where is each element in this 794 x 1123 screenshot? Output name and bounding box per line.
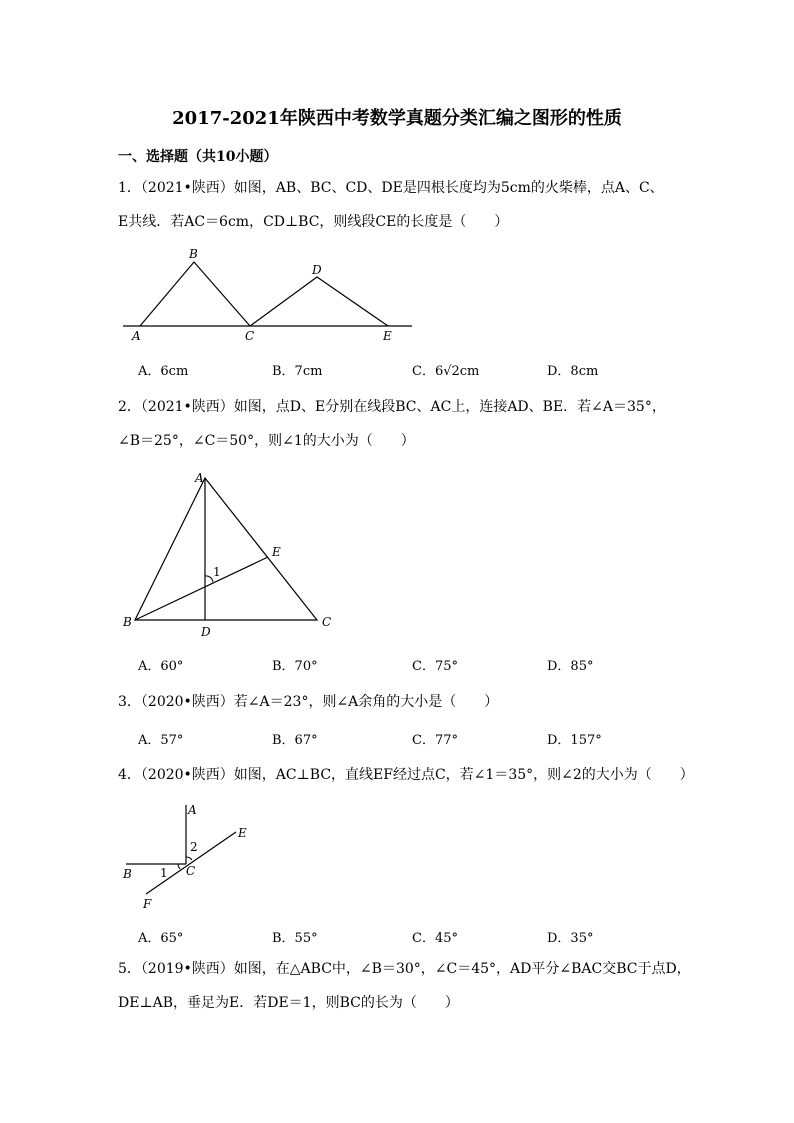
question-3-line-1: 3．（2020•陕西）若∠A＝23°，则∠A余角的大小是（ ） — [118, 694, 499, 710]
label-c: C — [186, 864, 196, 878]
label-angle-1: 1 — [160, 866, 168, 880]
question-1-line-2: E共线．若AC＝6cm，CD⊥BC，则线段CE的长度是（ ） — [118, 214, 509, 230]
label-angle-1: 1 — [213, 565, 221, 579]
question-3-option-c: C．77° — [412, 733, 458, 748]
question-1-option-a: A．6cm — [138, 364, 189, 379]
angle-1-arc — [205, 576, 213, 582]
question-5-line-2: DE⊥AB，垂足为E．若DE＝1，则BC的长为（ ） — [118, 995, 459, 1011]
question-1-option-d: D．8cm — [547, 364, 599, 379]
question-3-option-a: A．57° — [138, 733, 184, 748]
label-e: E — [383, 329, 392, 343]
label-a: A — [132, 329, 141, 343]
question-4-line-1: 4．（2020•陕西）如图，AC⊥BC，直线EF经过点C，若∠1＝35°，则∠2的大小为（ ） — [118, 767, 694, 783]
question-1-option-c: C．6√2cm — [412, 364, 480, 379]
label-c: C — [322, 615, 332, 629]
question-5-line-1: 5．（2019•陕西）如图，在△ABC中，∠B＝30°，∠C＝45°，AD平分∠BAC交BC于点D， — [118, 961, 691, 977]
label-b: B — [123, 615, 132, 629]
angle-1-arc — [178, 864, 180, 869]
label-d: D — [201, 625, 211, 639]
label-a: A — [188, 803, 197, 817]
question-3-option-b: B．67° — [272, 733, 318, 748]
question-3-option-d: D．157° — [547, 733, 602, 748]
question-2-option-a: A．60° — [138, 659, 184, 674]
question-4-figure — [118, 797, 258, 915]
angle-2-arc — [186, 857, 192, 860]
question-4-option-b: B．55° — [272, 931, 318, 946]
label-d: D — [312, 263, 322, 277]
question-1-line-1: 1．（2021•陕西）如图，AB、BC、CD、DE是四根长度均为5cm的火柴棒，点A、C、 — [118, 180, 664, 196]
page-title: 2017-2021年陕西中考数学真题分类汇编之图形的性质 — [172, 108, 622, 129]
label-c: C — [245, 329, 255, 343]
label-e: E — [272, 545, 281, 559]
question-2-option-b: B．70° — [272, 659, 318, 674]
segment-be — [135, 557, 268, 620]
matchsticks — [140, 262, 388, 326]
label-angle-2: 2 — [190, 840, 198, 854]
label-f: F — [143, 897, 152, 911]
question-2-figure — [118, 466, 343, 642]
label-e: E — [238, 826, 247, 840]
question-4-option-c: C．45° — [412, 931, 458, 946]
triangle-abc — [135, 478, 317, 620]
question-4-option-a: A．65° — [138, 931, 184, 946]
question-4-option-d: D．35° — [547, 931, 594, 946]
question-2-line-2: ∠B＝25°，∠C＝50°，则∠1的大小为（ ） — [118, 433, 415, 449]
question-1-option-b: B．7cm — [272, 364, 323, 379]
section-heading: 一、选择题（共10小题） — [118, 149, 278, 165]
question-2-option-d: D．85° — [547, 659, 594, 674]
label-a: A — [195, 471, 204, 485]
label-b: B — [123, 867, 132, 881]
question-1-figure — [118, 240, 418, 346]
label-b: B — [189, 247, 198, 261]
question-2-option-c: C．75° — [412, 659, 458, 674]
question-2-line-1: 2．（2021•陕西）如图，点D、E分别在线段BC、AC上，连接AD、BE．若∠A＝35°， — [118, 399, 666, 415]
